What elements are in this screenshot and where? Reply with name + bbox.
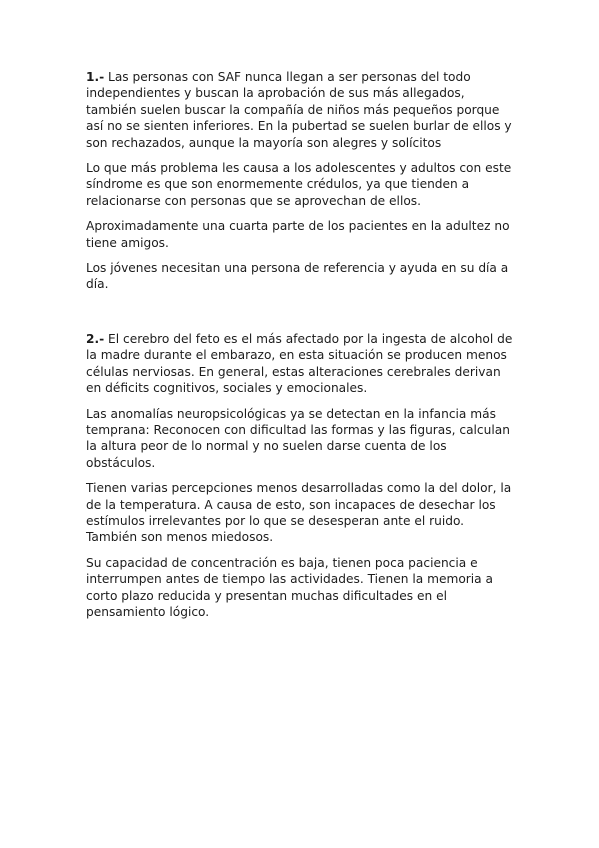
section-1-paragraph-4: Los jóvenes necesitan una persona de referencia y ayuda en su día a día.	[86, 261, 509, 292]
section-spacer	[86, 302, 516, 331]
section-2-paragraph-4: Su capacidad de concentración es baja, tienen poca paciencia e interrumpen antes de tiempo las actividades. Tienen la memoria a corto plazo reducida y presentan muchas dificultades en el pensamiento lógico.	[86, 555, 493, 619]
section-2-number: 2.-	[86, 331, 105, 346]
section-1-paragraph-1	[86, 69, 516, 151]
section-2-paragraph-1	[86, 331, 516, 397]
section-2-paragraph-1-text: El cerebro del feto es el más afectado por la ingesta de alcohol de la madre durante el embarazo, en esta situación se producen menos células nerviosas. En general, estas alteraciones cerebrales derivan en déficits cognitivos, sociales y emocionales.	[86, 331, 513, 396]
section-1-number: 1.-	[86, 70, 105, 84]
section-1-paragraph-3: Aproximadamente una cuarta parte de los pacientes en la adultez no tiene amigos.	[86, 219, 510, 250]
section-2-paragraph-2: Las anomalías neuropsicológicas ya se detectan en la infancia más temprana: Reconocen con dificultad las formas y las figuras, calculan la altura peor de lo normal y no suelen darse cuenta de los obstáculos.	[86, 406, 510, 470]
section-2-paragraph-3: Tienen varias percepciones menos desarrolladas como la del dolor, la de la temperatura. A causa de esto, son incapaces de desechar los estímulos irrelevantes por lo que se desesperan ante el ruido. También son menos miedosos.	[86, 481, 512, 545]
section-1-paragraph-1-text: Las personas con SAF nunca llegan a ser personas del todo independientes y buscan la aprobación de sus más allegados, también suelen buscar la compañía de niños más pequeños porque así no se sienten inferiores. En la pubertad se suelen burlar de ellos y son rechazados, aunque la mayoría son alegres y solícitos	[86, 70, 512, 150]
document-body	[86, 69, 516, 629]
section-1-paragraph-2: Lo que más problema les causa a los adolescentes y adultos con este síndrome es que son enormemente crédulos, ya que tienden a relacionarse con personas que se aprovechan de ellos.	[86, 161, 512, 208]
